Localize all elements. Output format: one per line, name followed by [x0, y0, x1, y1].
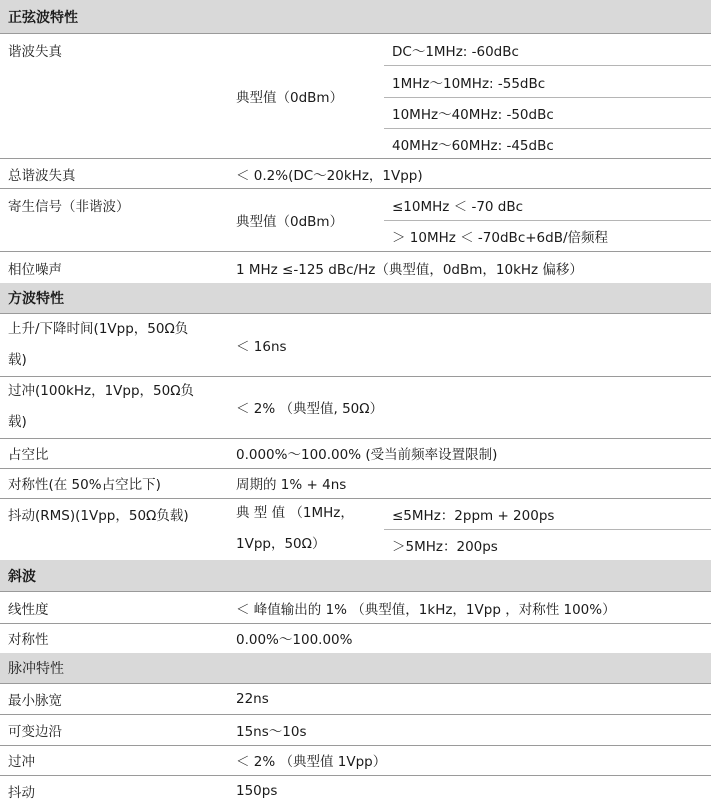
- rise-fall-label: [8, 314, 230, 376]
- rise-fall-value: ＜ 16ns: [236, 339, 287, 355]
- condition-line: 典 型 值 （1MHz，: [236, 505, 354, 521]
- section-header-square: [0, 283, 711, 314]
- harmonic-value: 1MHz～10MHz: -55dBc: [392, 75, 546, 92]
- duty-value: 0.000%～100.00% (受当前频率设置限制): [236, 447, 498, 463]
- symmetry-value: 周期的 1% + 4ns: [236, 477, 347, 493]
- label-line: 载): [8, 352, 27, 368]
- thd-value: ＜ 0.2%(DC～20kHz，1Vpp): [236, 167, 423, 184]
- edge-value: 15ns～10s: [236, 723, 307, 740]
- pulse-overshoot-label: 过冲: [8, 754, 35, 770]
- condition-line: 1Vpp，50Ω）: [236, 536, 326, 552]
- pulse-jitter-value: 150ps: [236, 782, 278, 799]
- label-line: 上升/下降时间(1Vpp，50Ω负: [8, 321, 189, 337]
- pulse-jitter-label: 抖动: [8, 784, 35, 801]
- harmonic-label: 谐波失真: [8, 43, 62, 60]
- phase-noise-label: 相位噪声: [8, 261, 62, 278]
- row-divider: [0, 623, 711, 624]
- spurious-label: 寄生信号（非谐波）: [8, 198, 130, 215]
- linearity-label: 线性度: [8, 601, 49, 618]
- jitter-value: ≤5MHz：2ppm + 200ps: [392, 507, 555, 524]
- section-title: 正弦波特性: [8, 9, 78, 26]
- spurious-value: ＞ 10MHz ＜ -70dBc+6dB/倍频程: [392, 230, 609, 246]
- harmonic-value: DC～1MHz: -60dBc: [392, 43, 519, 60]
- ramp-symmetry-value: 0.00%～100.00%: [236, 632, 353, 648]
- phase-noise-value: 1 MHz ≤-125 dBc/Hz（典型值，0dBm，10kHz 偏移）: [236, 261, 583, 278]
- harmonic-value: 10MHz～40MHz: -50dBc: [392, 106, 554, 123]
- jitter-condition: [236, 498, 386, 560]
- linearity-value: ＜ 峰值输出的 1% （典型值，1kHz，1Vpp ，对称性 100%）: [236, 601, 616, 618]
- row-divider: [0, 714, 711, 715]
- section-header-ramp: [0, 560, 711, 592]
- section-header-pulse: [0, 653, 711, 684]
- edge-label: 可变边沿: [8, 723, 62, 740]
- min-width-label: 最小脉宽: [8, 693, 62, 709]
- thd-label: 总谐波失真: [8, 167, 76, 184]
- jitter-value: ＞5MHz：200ps: [392, 539, 498, 555]
- duty-label: 占空比: [8, 447, 49, 463]
- harmonic-condition: 典型值（0dBm）: [236, 90, 344, 106]
- overshoot-label: [8, 376, 230, 438]
- spurious-value: ≤10MHz ＜ -70 dBc: [392, 198, 524, 215]
- ramp-symmetry-label: 对称性: [8, 632, 49, 648]
- row-divider: [0, 775, 711, 776]
- jitter-label: 抖动(RMS)(1Vpp，50Ω负载): [8, 507, 189, 524]
- spurious-condition: 典型值（0dBm）: [236, 214, 344, 230]
- label-line: 载): [8, 414, 27, 430]
- symmetry-label: 对称性(在 50%占空比下): [8, 477, 161, 493]
- section-header-sine: [0, 0, 711, 34]
- section-title: 斜波: [8, 568, 36, 585]
- label-line: 过冲(100kHz，1Vpp，50Ω负: [8, 383, 195, 399]
- section-title: 脉冲特性: [8, 661, 64, 677]
- pulse-overshoot-value: ＜ 2% （典型值 1Vpp）: [236, 754, 387, 770]
- section-title: 方波特性: [8, 291, 64, 307]
- overshoot-value: ＜ 2% （典型值, 50Ω）: [236, 401, 384, 417]
- harmonic-value: 40MHz～60MHz: -45dBc: [392, 137, 554, 154]
- min-width-value: 22ns: [236, 691, 269, 707]
